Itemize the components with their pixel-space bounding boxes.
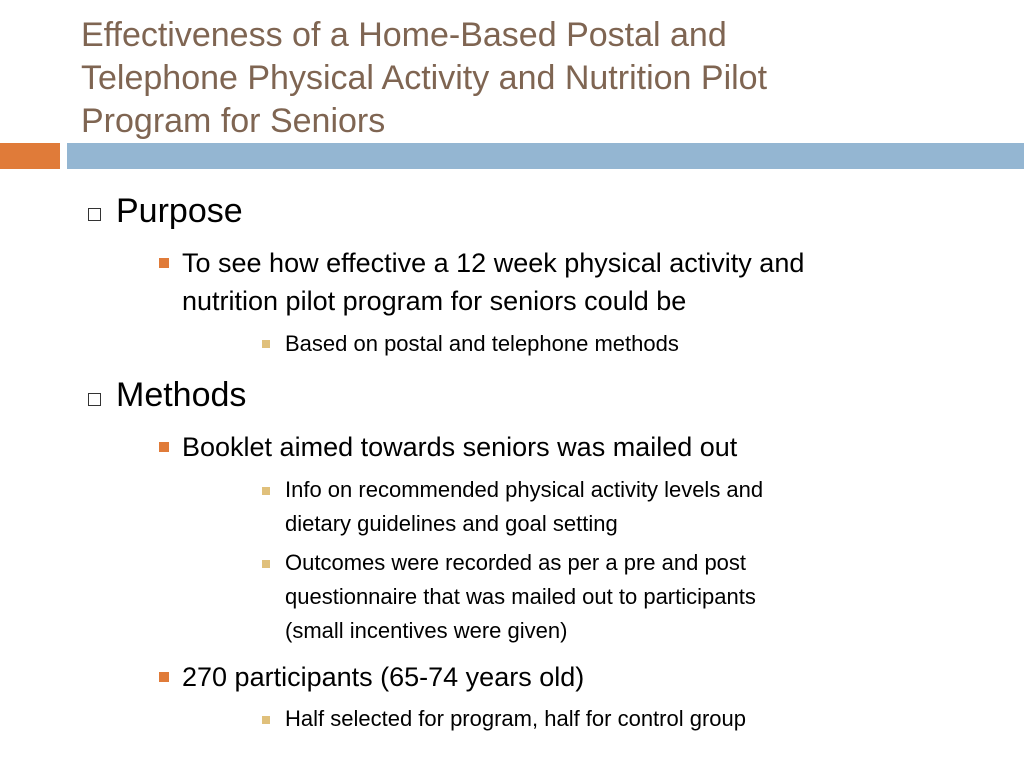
methods-participants [182,658,962,696]
title-line-2: Telephone Physical Activity and Nutrition Pilot [81,59,768,97]
methods-booklet [182,428,962,466]
slide-title [81,14,981,143]
small-square-bullet-icon [262,487,270,495]
small-square-bullet-icon [262,340,270,348]
sub-1-line-2: dietary guidelines and goal setting [285,511,618,536]
participants-sub-line: Half selected for program, half for control group [285,706,747,731]
methods-participants-sub [285,702,925,736]
square-bullet-icon [159,672,169,682]
heading-purpose: Purpose [116,192,243,230]
title-line-1: Effectiveness of a Home-Based Postal and [81,16,727,54]
small-square-bullet-icon [262,560,270,568]
sub-2-line-2: questionnaire that was mailed out to participants [285,584,756,609]
title-line-3: Program for Seniors [81,102,386,140]
small-square-bullet-icon [262,716,270,724]
hollow-square-bullet-icon [88,208,101,221]
sub-1-line-1: Info on recommended physical activity levels and [285,477,764,502]
purpose-sub [285,327,925,361]
accent-bar-blue [67,143,1024,169]
square-bullet-icon [159,442,169,452]
hollow-square-bullet-icon [88,393,101,406]
purpose-sub-line: Based on postal and telephone methods [285,331,679,356]
sub-2-line-3: (small incentives were given) [285,618,568,643]
heading-methods: Methods [116,376,247,414]
purpose-point-line-2: nutrition pilot program for seniors could be [182,286,687,316]
sub-2-line-1: Outcomes were recorded as per a pre and post [285,550,747,575]
purpose-point [182,244,962,320]
square-bullet-icon [159,258,169,268]
methods-booklet-sub-1 [285,473,925,541]
methods-participants-line: 270 participants (65-74 years old) [182,662,585,692]
purpose-point-line-1: To see how effective a 12 week physical activity and [182,248,805,278]
accent-bar-orange [0,143,60,169]
methods-booklet-line: Booklet aimed towards seniors was mailed out [182,432,738,462]
methods-booklet-sub-2 [285,546,925,648]
